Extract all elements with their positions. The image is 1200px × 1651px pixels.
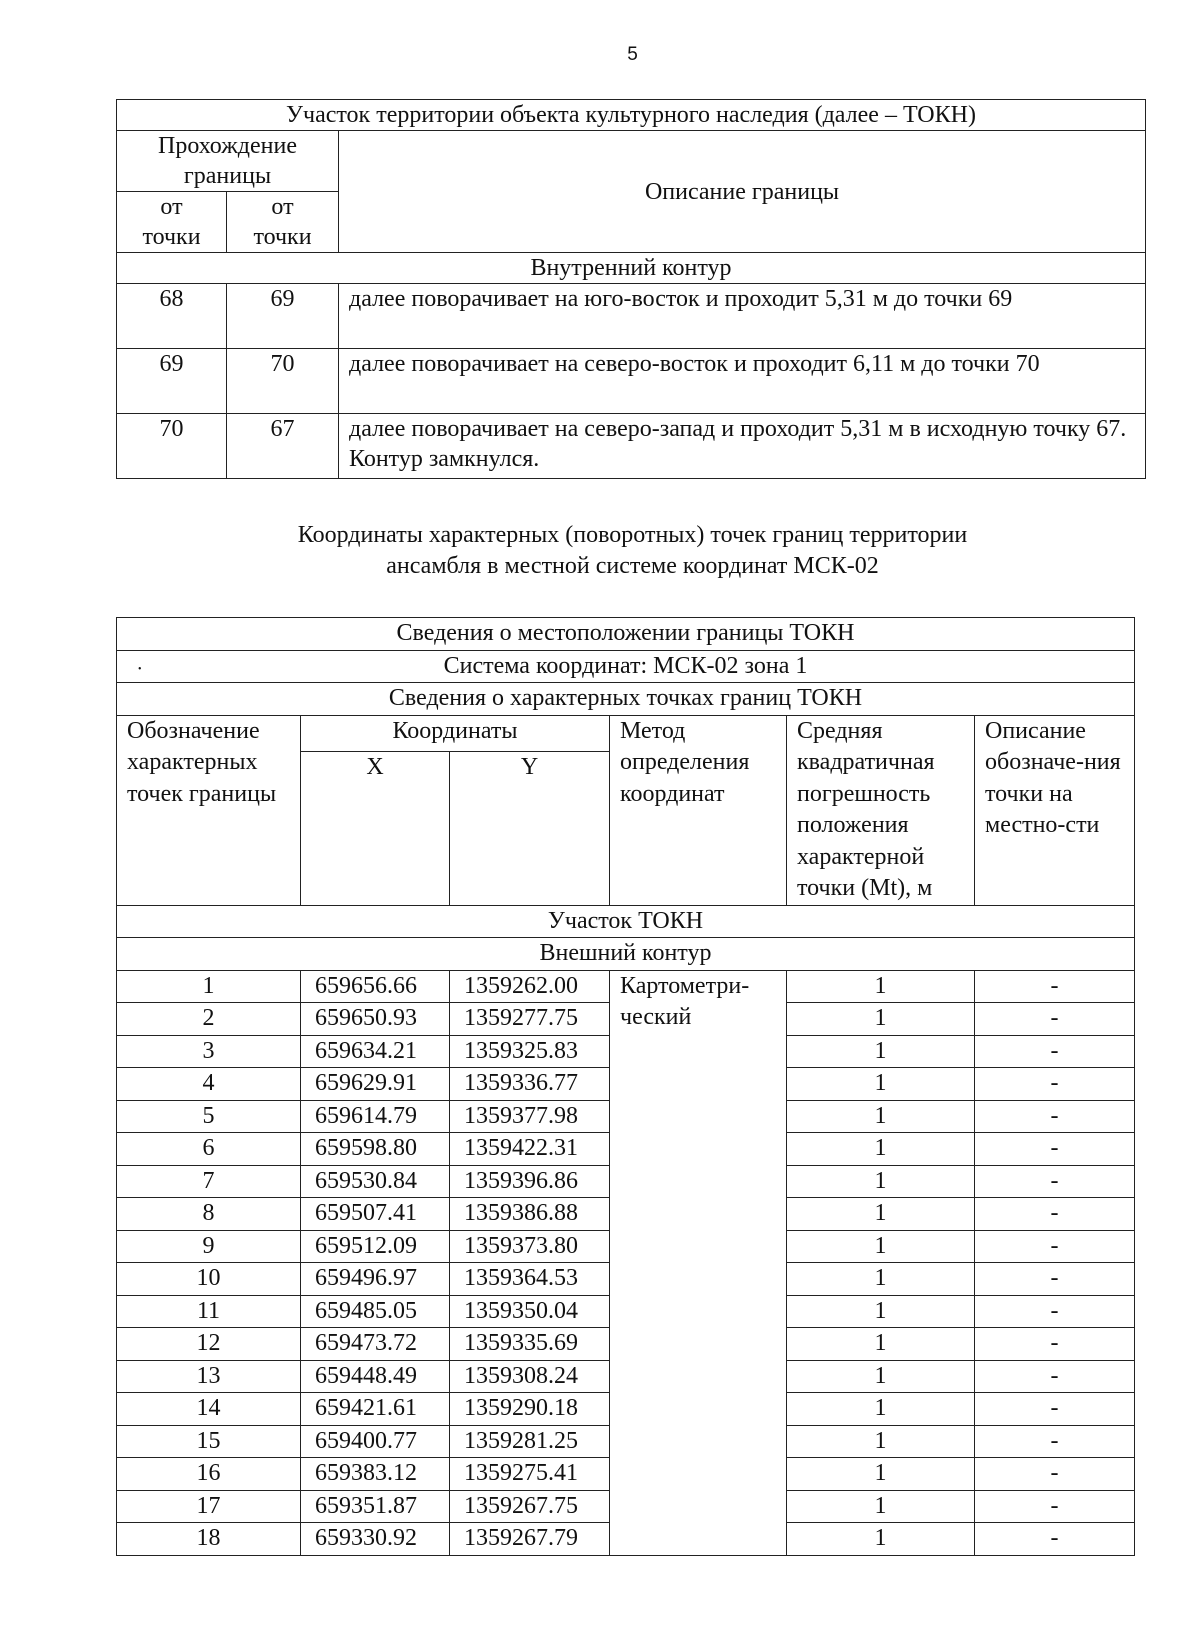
coord-x: 659473.72 xyxy=(301,1328,450,1361)
coord-x: 659614.79 xyxy=(301,1100,450,1133)
error-value: 1 xyxy=(787,1295,975,1328)
boundary-description: далее поворачивает на юго-восток и проходит 5,31 м до точки 69 xyxy=(339,284,1146,349)
coord-y: 1359325.83 xyxy=(450,1035,610,1068)
coord-x: 659512.09 xyxy=(301,1230,450,1263)
coord-y: 1359386.88 xyxy=(450,1198,610,1231)
coord-y: 1359308.24 xyxy=(450,1360,610,1393)
point-number: 4 xyxy=(117,1068,301,1101)
error-value: 1 xyxy=(787,1133,975,1166)
method-value: Картометри-ческий xyxy=(610,970,787,1555)
coord-y: 1359267.75 xyxy=(450,1490,610,1523)
point-description: - xyxy=(975,1068,1135,1101)
point-number: 10 xyxy=(117,1263,301,1296)
point-description: - xyxy=(975,970,1135,1003)
boundary-description: далее поворачивает на северо-восток и проходит 6,11 м до точки 70 xyxy=(339,349,1146,414)
coord-x: 659650.93 xyxy=(301,1003,450,1036)
error-value: 1 xyxy=(787,1328,975,1361)
point-number: 9 xyxy=(117,1230,301,1263)
to-point: 67 xyxy=(227,414,339,479)
error-value: 1 xyxy=(787,1360,975,1393)
caption-line-2: ансамбля в местной системе координат МСК-02 xyxy=(386,553,879,579)
point-description: - xyxy=(975,1523,1135,1556)
point-number: 5 xyxy=(117,1100,301,1133)
error-value: 1 xyxy=(787,1458,975,1491)
points-info-title: Сведения о характерных точках границ ТОКН xyxy=(117,683,1135,716)
coord-y: 1359396.86 xyxy=(450,1165,610,1198)
col-to-header: от точки xyxy=(227,192,339,253)
coord-y: 1359275.41 xyxy=(450,1458,610,1491)
point-description: - xyxy=(975,1458,1135,1491)
col-point-desc-header: Описание обозначе-ния точки на местно-сти xyxy=(975,715,1135,905)
coord-y: 1359377.98 xyxy=(450,1100,610,1133)
error-value: 1 xyxy=(787,1198,975,1231)
point-number: 16 xyxy=(117,1458,301,1491)
point-description: - xyxy=(975,1490,1135,1523)
error-value: 1 xyxy=(787,1100,975,1133)
coord-x: 659448.49 xyxy=(301,1360,450,1393)
coord-y: 1359373.80 xyxy=(450,1230,610,1263)
point-number: 14 xyxy=(117,1393,301,1426)
coord-x: 659496.97 xyxy=(301,1263,450,1296)
error-value: 1 xyxy=(787,1165,975,1198)
boundary-description: далее поворачивает на северо-запад и проходит 5,31 м в исходную точку 67. Контур замкнулся. xyxy=(339,414,1146,479)
coordinates-table xyxy=(116,617,1135,1556)
coord-x: 659421.61 xyxy=(301,1393,450,1426)
coord-x: 659400.77 xyxy=(301,1425,450,1458)
point-number: 8 xyxy=(117,1198,301,1231)
error-value: 1 xyxy=(787,1490,975,1523)
point-number: 13 xyxy=(117,1360,301,1393)
point-number: 17 xyxy=(117,1490,301,1523)
coord-y: 1359350.04 xyxy=(450,1295,610,1328)
error-value: 1 xyxy=(787,1035,975,1068)
from-point: 68 xyxy=(117,284,227,349)
caption-line-1: Координаты характерных (поворотных) точек границ территории xyxy=(297,522,968,548)
boundary-description-table xyxy=(116,99,1146,479)
coord-x: 659598.80 xyxy=(301,1133,450,1166)
point-number: 15 xyxy=(117,1425,301,1458)
coord-x: 659507.41 xyxy=(301,1198,450,1231)
point-number: 6 xyxy=(117,1133,301,1166)
col-from-header: от точки xyxy=(117,192,227,253)
point-description: - xyxy=(975,1360,1135,1393)
error-value: 1 xyxy=(787,1068,975,1101)
point-description: - xyxy=(975,1100,1135,1133)
error-value: 1 xyxy=(787,1003,975,1036)
to-point: 70 xyxy=(227,349,339,414)
scan-dot: • xyxy=(138,664,142,675)
point-description: - xyxy=(975,1295,1135,1328)
to-point: 69 xyxy=(227,284,339,349)
coord-y: 1359336.77 xyxy=(450,1068,610,1101)
table2-title: Сведения о местоположении границы ТОКН xyxy=(117,618,1135,651)
error-value: 1 xyxy=(787,1263,975,1296)
coord-x: 659383.12 xyxy=(301,1458,450,1491)
coord-x: 659330.92 xyxy=(301,1523,450,1556)
coord-x: 659656.66 xyxy=(301,970,450,1003)
outer-contour-label: Внешний контур xyxy=(117,938,1135,971)
point-description: - xyxy=(975,1230,1135,1263)
coord-y: 1359281.25 xyxy=(450,1425,610,1458)
point-description: - xyxy=(975,1393,1135,1426)
from-point: 69 xyxy=(117,349,227,414)
col-method-header: Метод определения координат xyxy=(610,715,787,905)
section-label: Участок ТОКН xyxy=(117,905,1135,938)
point-description: - xyxy=(975,1263,1135,1296)
coord-x: 659485.05 xyxy=(301,1295,450,1328)
col-error-header: Средняя квадратичная погрешность положения характерной точки (Mt), м xyxy=(787,715,975,905)
point-number: 7 xyxy=(117,1165,301,1198)
col-description-header: Описание границы xyxy=(339,131,1146,253)
point-description: - xyxy=(975,1035,1135,1068)
error-value: 1 xyxy=(787,1425,975,1458)
from-point: 70 xyxy=(117,414,227,479)
point-number: 12 xyxy=(117,1328,301,1361)
error-value: 1 xyxy=(787,1393,975,1426)
point-description: - xyxy=(975,1133,1135,1166)
coord-y: 1359335.69 xyxy=(450,1328,610,1361)
error-value: 1 xyxy=(787,1230,975,1263)
table-row xyxy=(117,349,1146,414)
col-x-header: X xyxy=(301,751,450,905)
point-number: 18 xyxy=(117,1523,301,1556)
point-description: - xyxy=(975,1003,1135,1036)
point-number: 3 xyxy=(117,1035,301,1068)
coord-x: 659629.91 xyxy=(301,1068,450,1101)
col-coordinates-header: Координаты xyxy=(301,715,610,751)
point-description: - xyxy=(975,1165,1135,1198)
point-description: - xyxy=(975,1425,1135,1458)
coord-y: 1359422.31 xyxy=(450,1133,610,1166)
point-number: 1 xyxy=(117,970,301,1003)
col-designation-header: Обозначение характерных точек границы xyxy=(117,715,301,905)
coord-y: 1359262.00 xyxy=(450,970,610,1003)
coord-y: 1359364.53 xyxy=(450,1263,610,1296)
point-number: 2 xyxy=(117,1003,301,1036)
coord-y: 1359290.18 xyxy=(450,1393,610,1426)
inner-contour-label: Внутренний контур xyxy=(117,253,1146,284)
table-row xyxy=(117,970,1135,1003)
coord-y: 1359277.75 xyxy=(450,1003,610,1036)
point-number: 11 xyxy=(117,1295,301,1328)
coord-y: 1359267.79 xyxy=(450,1523,610,1556)
coord-x: 659351.87 xyxy=(301,1490,450,1523)
point-description: - xyxy=(975,1328,1135,1361)
error-value: 1 xyxy=(787,970,975,1003)
col-y-header: Y xyxy=(450,751,610,905)
table-row xyxy=(117,414,1146,479)
page-number: 5 xyxy=(627,44,638,65)
error-value: 1 xyxy=(787,1523,975,1556)
coord-x: 659530.84 xyxy=(301,1165,450,1198)
table-row xyxy=(117,284,1146,349)
point-description: - xyxy=(975,1198,1135,1231)
coordinate-system: Система координат: МСК-02 зона 1 xyxy=(117,650,1135,683)
coord-x: 659634.21 xyxy=(301,1035,450,1068)
table1-title: Участок территории объекта культурного наследия (далее – ТОКН) xyxy=(117,100,1146,131)
col-passage-header: Прохождение границы xyxy=(117,131,339,192)
